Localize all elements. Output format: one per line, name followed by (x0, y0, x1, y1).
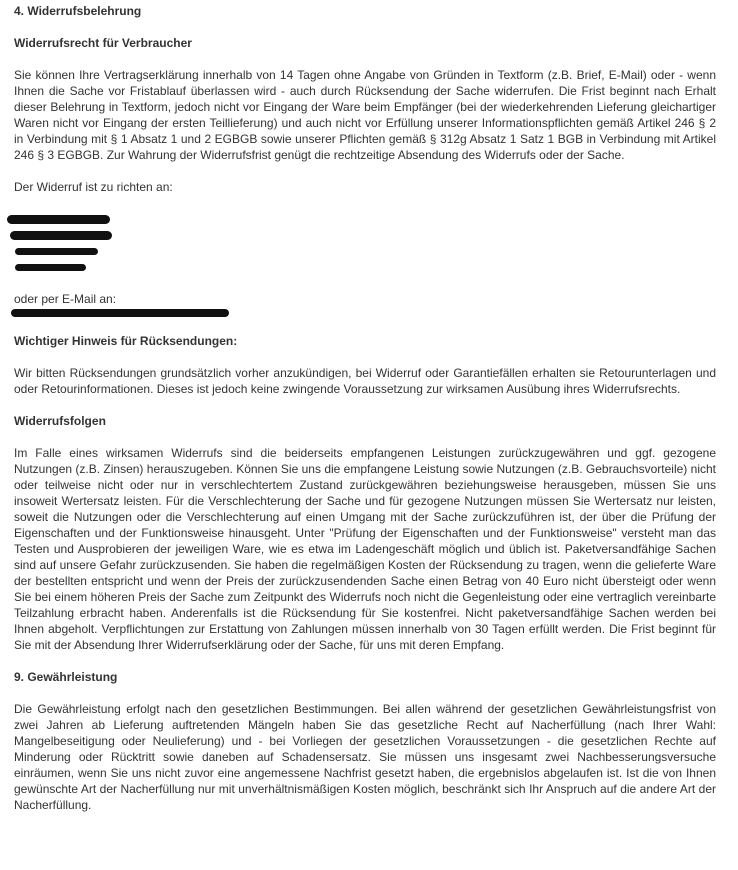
returns-note-heading: Wichtiger Hinweis für Rücksendungen: (14, 334, 238, 348)
warranty-text: Die Gewährleistung erfolgt nach den gesetzlichen Bestimmungen. Bei allen während der gesetzlichen Gewährleistungsfrist von zwei Jahren ab Lieferung auftretenden Mängeln haben Sie das gesetzliche Recht auf Nacherfüllung (nach Ihrer Wahl: Mangelbeseitigung oder Neulieferung) und - bei Vorliegen der gesetzlichen Voraussetzungen - die gesetzlichen Rechte auf Minderung oder Rücktritt sowie daneben auf Schadensersatz. Sie müssen uns insgesamt zwei Nachbesserungsversuche einräumen, wenn Sie uns nicht zuvor eine angemessene Nachfrist gesetzt haben, die ergebnislos abgelaufen ist. Ist die von Ihnen gewünschte Art der Nacherfüllung nur mit unverhältnismäßigen Kosten möglich, beschränkt sich Ihr Anspruch auf die andere Art der Nacherfüllung. (14, 702, 716, 812)
section-4-heading: 4. Widerrufsbelehrung (14, 4, 142, 18)
redaction-bar (10, 231, 112, 240)
redaction-bar (7, 215, 110, 224)
consequences-heading: Widerrufsfolgen (14, 414, 106, 428)
document-page (14, 3, 716, 813)
consequences-text: Im Falle eines wirksamen Widerrufs sind die beiderseits empfangenen Leistungen zurückzugewähren und ggf. gezogene Nutzungen (z.B. Zinsen) herauszugeben. Können Sie uns die empfangene Leistung sowie Nutzungen (z.B. Gebrauchsvorteile) nicht oder teilweise nicht oder nur in verschlechtertem Zustand zurückgewähren beziehungsweise herausgeben, müssen Sie uns insoweit Wertersatz leisten. Für die Verschlechterung der Sache und für gezogene Nutzungen müssen Sie Wertersatz nur leisten, soweit die Nutzungen oder die Verschlechterung auf einen Umgang mit der Sache zurückzuführen ist, der über die Prüfung der Eigenschaften und der Funktionsweise hinausgeht. Unter "Prüfung der Eigenschaften und der Funktionsweise" versteht man das Testen und Ausprobieren der jeweiligen Ware, wie es etwa im Ladengeschäft möglich und üblich ist. Paketversandfähige Sachen sind auf unsere Gefahr zurückzusenden. Sie haben die regelmäßigen Kosten der Rücksendung zu tragen, wenn die gelieferte Ware der bestellten entspricht und wenn der Preis der zurückzusendenden Sache einen Betrag von 40 Euro nicht übersteigt oder wenn Sie bei einem höheren Preis der Sache zum Zeitpunkt des Widerrufs noch nicht die Gegenleistung oder eine vertraglich vereinbarte Teilzahlung erbracht haben. Anderenfalls ist die Rücksendung für Sie kostenfrei. Nicht paketversandfähige Sachen werden bei Ihnen abgeholt. Verpflichtungen zur Erstattung von Zahlungen müssen innerhalb von 30 Tagen erfüllt werden. Die Frist beginnt für Sie mit der Absendung Ihrer Widerrufserklärung oder der Sache, für uns mit deren Empfang. (14, 446, 716, 652)
address-intro: Der Widerruf ist zu richten an: (14, 180, 173, 194)
redacted-address (7, 211, 716, 275)
redaction-bar (15, 264, 86, 271)
withdrawal-right-heading: Widerrufsrecht für Verbraucher (14, 36, 192, 50)
section-9-heading: 9. Gewährleistung (14, 670, 118, 684)
redacted-email (11, 309, 229, 317)
returns-note-text: Wir bitten Rücksendungen grundsätzlich vorher anzukündigen, bei Widerruf oder Garantiefällen erhalten sie Retourunterlagen und oder Retourinformationen. Dieses ist jedoch keine zwingende Voraussetzung zur wirksamen Ausübung ihres Widerrufsrechts. (14, 366, 716, 396)
withdrawal-right-text: Sie können Ihre Vertragserklärung innerhalb von 14 Tagen ohne Angabe von Gründen in Textform (z.B. Brief, E-Mail) oder - wenn Ihnen die Sache vor Fristablauf überlassen wird - auch durch Rücksendung der Sache widerrufen. Die Frist beginnt nach Erhalt dieser Belehrung in Textform, jedoch nicht vor Eingang der Ware beim Empfänger (bei der wiederkehrenden Lieferung gleichartiger Waren nicht vor Eingang der ersten Teillieferung) und auch nicht vor Erfüllung unserer Informationspflichten gemäß Artikel 246 § 2 in Verbindung mit § 1 Absatz 1 und 2 EGBGB sowie unserer Pflichten gemäß § 312g Absatz 1 Satz 1 BGB in Verbindung mit Artikel 246 § 3 EGBGB. Zur Wahrung der Widerrufsfrist genügt die rechtzeitige Absendung des Widerrufs oder der Sache. (14, 68, 716, 162)
email-intro: oder per E-Mail an: (14, 292, 117, 306)
redaction-bar (15, 248, 98, 255)
